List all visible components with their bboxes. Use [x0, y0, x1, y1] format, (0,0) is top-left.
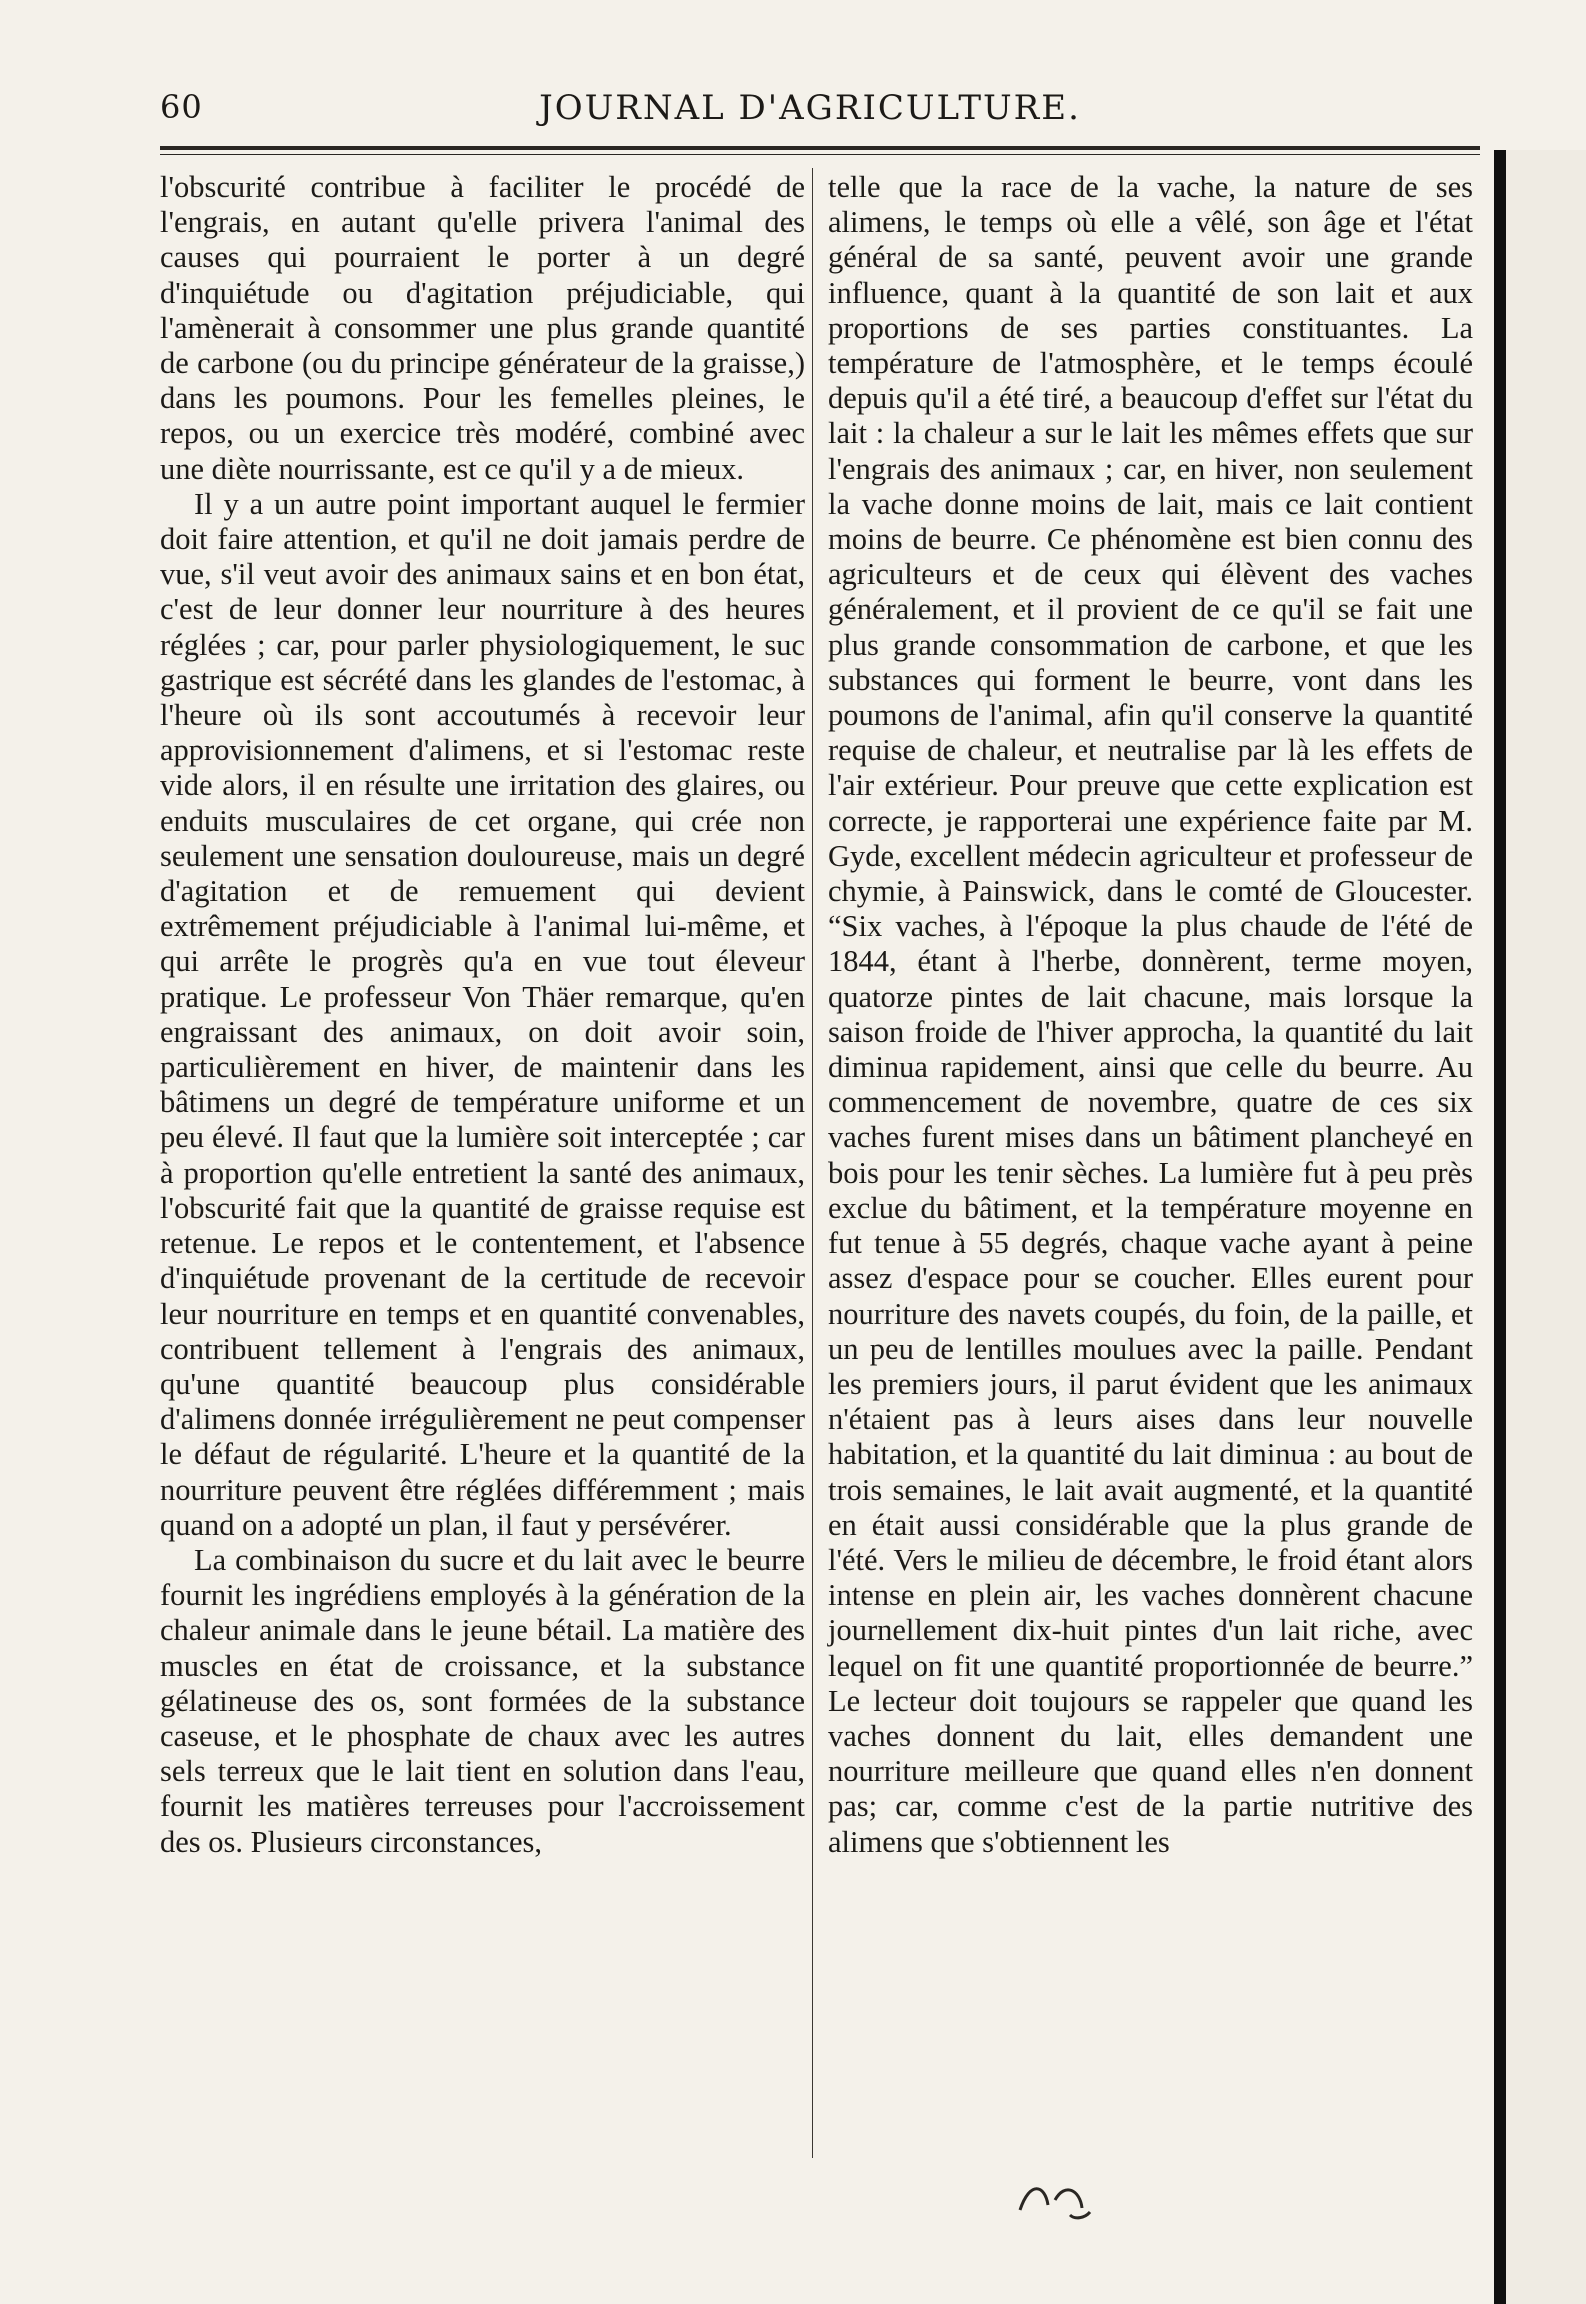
left-column [160, 170, 805, 1860]
left-paragraph-2: Il y a un autre point important auquel le fermier doit faire attention, et qu'il ne doit jamais perdre de vue, s'il veut avoir des animaux sains et en bon état, c'est de leur donner leur nourriture à des heures réglées ; car, pour parler physiologiquement, le suc gastrique est sécrété dans les glandes de l'estomac, à l'heure où ils sont accoutumés à recevoir leur approvisionnement d'alimens, et si l'estomac reste vide alors, il en résulte une irritation des glaires, ou enduits musculaires de cet organe, qui crée non seulement une sensation douloureuse, mais un degré d'agitation et de remuement qui devient extrêmement préjudiciable à l'animal lui-même, et qui arrête le progrès qu'a en vue tout éleveur pratique. Le professeur Von Thäer remarque, qu'en engraissant des animaux, on doit avoir soin, particulièrement en hiver, de maintenir dans les bâtimens un degré de température uniforme et un peu élevé. Il faut que la lumière soit interceptée ; car à proportion qu'elle entretient la santé des animaux, l'obscurité fait que la quantité de graisse requise est retenue. Le repos et le contentement, et l'absence d'inquiétude provenant de la certitude de recevoir leur nourriture en temps et en quantité convenables, contribuent tellement à l'engrais des animaux, qu'une quantité beaucoup plus considérable d'alimens donnée irrégulièrement ne peut compenser le défaut de régularité. L'heure et la quantité de la nourriture peuvent être réglées différemment ; mais quand on a adopté un plan, il faut y persévérer. [160, 486, 805, 1542]
column-divider [812, 168, 813, 2158]
running-title: JOURNAL D'AGRICULTURE. [539, 88, 1081, 128]
header-rule-thin [160, 154, 1480, 155]
page-header [160, 88, 1460, 138]
left-paragraph-1: l'obscurité contribue à faciliter le procédé de l'engrais, en autant qu'elle privera l'animal des causes qui pourraient le porter à un degré d'inquiétude ou d'agitation préjudiciable, qui l'amènerait à consommer une plus grande quantité de carbone (ou du principe générateur de la graisse,) dans les poumons. Pour les femelles pleines, le repos, ou un exercice très modéré, combiné avec une diète nourrissante, est ce qu'il y a de mieux. [160, 170, 805, 486]
page-margin-strip [1506, 150, 1586, 2304]
header-rule-thick [160, 146, 1480, 150]
ink-smudge-icon [1010, 2170, 1130, 2230]
right-paragraph-1: telle que la race de la vache, la nature de ses alimens, le temps où elle a vêlé, son âge et l'état général de sa santé, peuvent avoir une grande influence, quant à la quantité de son lait et aux proportions de ses parties constituantes. La température de l'atmosphère, et le temps écoulé depuis qu'il a été tiré, a beaucoup d'effet sur l'état du lait : la chaleur a sur le lait les mêmes effets que sur l'engrais des animaux ; car, en hiver, non seulement la vache donne moins de lait, mais ce lait contient moins de beurre. Ce phénomène est bien connu des agriculteurs et de ceux qui élèvent des vaches généralement, et il provient de ce qu'il se fait une plus grande consommation de carbone, et que les substances qui forment le beurre, vont dans les poumons de l'animal, afin qu'il conserve la quantité requise de chaleur, et neutralise par là les effets de l'air extérieur. Pour preuve que cette explication est correcte, je rapporterai une expérience faite par M. Gyde, excellent médecin agriculteur et professeur de chymie, à Painswick, dans le comté de Gloucester. “Six vaches, à l'époque la plus chaude de l'été de 1844, étant à l'herbe, donnèrent, terme moyen, quatorze pintes de lait chacune, mais lorsque la saison froide de l'hiver approcha, la quantité du lait diminua rapidement, ainsi que celle du beurre. Au commencement de novembre, quatre de ces six vaches furent mises dans un bâtiment plancheyé en bois pour les tenir sèches. La lumière fut à peu près exclue du bâtiment, et la température moyenne en fut tenue à 55 degrés, chaque vache ayant à peine assez d'espace pour se coucher. Elles eurent pour nourriture des navets coupés, du foin, de la paille, et un peu de lentilles moulues avec la paille. Pendant les premiers jours, il parut évident que les animaux n'étaient pas à leurs aises dans leur nouvelle habitation, et la quantité du lait diminua : au bout de trois semaines, le lait avait augmenté, et la quantité en était aussi considérable que la plus grande de l'été. Vers le milieu de décembre, le froid étant alors intense en plein air, les vaches donnèrent chacune journellement dix-huit pintes d'un lait riche, avec lequel on fit une quantité proportionnée de beurre.” Le lecteur doit toujours se rappeler que quand les vaches donnent du lait, elles demandent une nourriture meilleure que quand elles n'en donnent pas; car, comme c'est de la partie nutritive des alimens que s'obtiennent les [828, 170, 1473, 1859]
binding-edge-bar [1494, 150, 1506, 2304]
left-paragraph-3: La combinaison du sucre et du lait avec le beurre fournit les ingrédiens employés à la génération de la chaleur animale dans le jeune bétail. La matière des muscles en état de croissance, et la substance gélatineuse des os, sont formées de la substance caseuse, et le phosphate de chaux avec les autres sels terreux que le lait tient en solution dans l'eau, fournit les matières terreuses pour l'accroissement des os. Plusieurs circonstances, [160, 1542, 805, 1859]
right-column [828, 170, 1473, 1860]
page-number: 60 [160, 88, 203, 126]
